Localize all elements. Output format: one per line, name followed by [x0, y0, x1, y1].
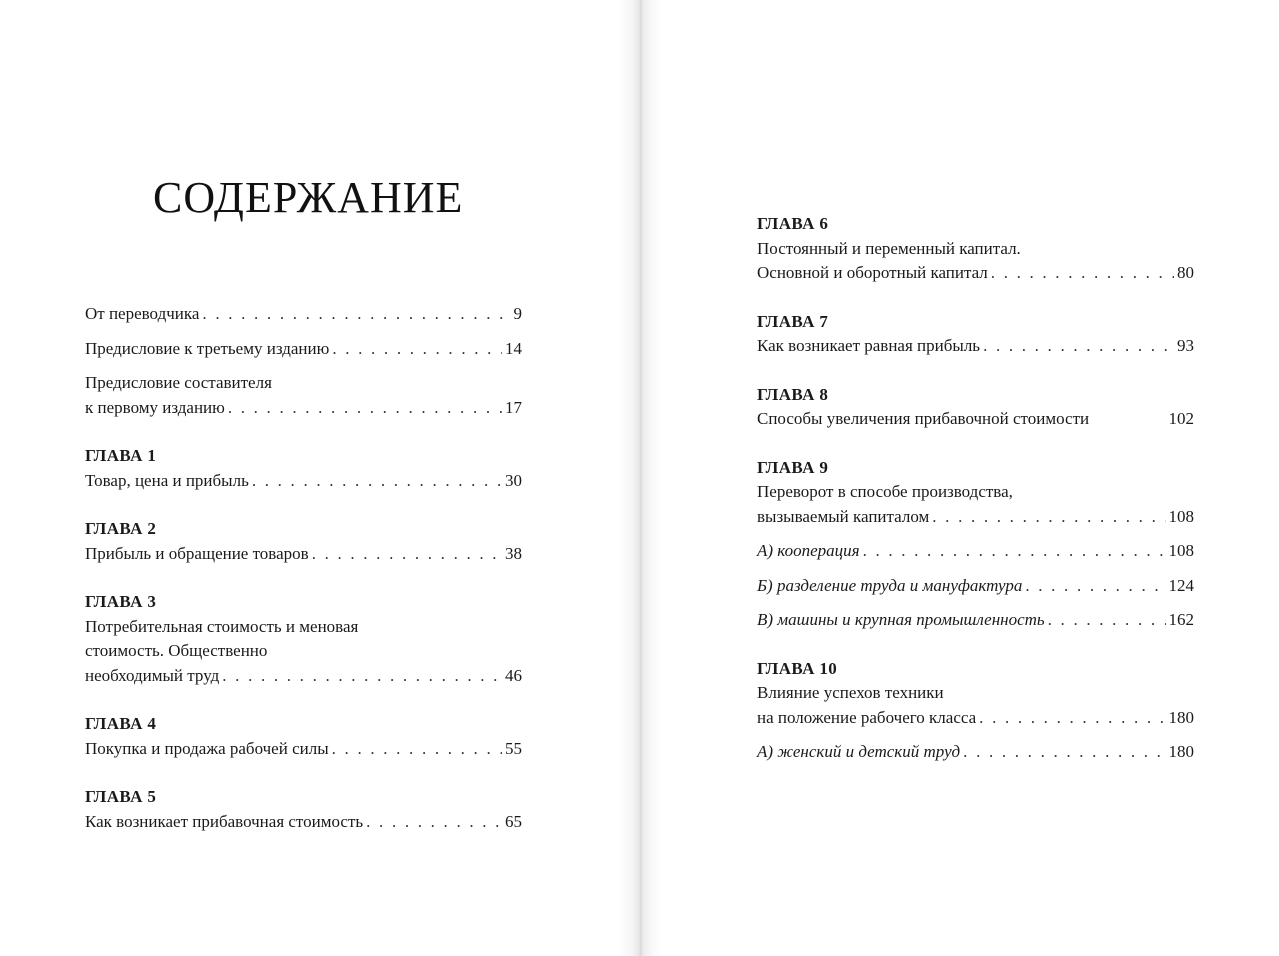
page-number: 80 [1177, 263, 1194, 282]
toc-chapter [85, 444, 522, 493]
toc-chapter [757, 212, 1194, 286]
entry-text: Основной и оборотный капитал [757, 263, 988, 282]
chapter-label: ГЛАВА 10 [757, 658, 838, 678]
toc-chapter [757, 456, 1194, 530]
entry-line [757, 574, 1194, 599]
page-number: 162 [1168, 610, 1194, 629]
toc-left-column [85, 302, 522, 844]
toc-entry [85, 337, 522, 362]
toc-chapter [757, 657, 1194, 731]
entry-line [757, 261, 1194, 286]
entry-text: А) женский и детский труд [757, 742, 961, 761]
toc-right-column [757, 212, 1194, 775]
page-number: 38 [505, 543, 522, 563]
entry-text: к первому изданию [85, 397, 225, 417]
entry-text: на положение рабочего класса [757, 707, 977, 727]
dot-leader [963, 740, 1165, 765]
entry-text: Постоянный и переменный капитал. [757, 238, 1021, 258]
entry-text: Товар, цена и прибыль [85, 470, 249, 490]
page-number: 46 [505, 665, 522, 685]
dot-leader [1048, 608, 1166, 633]
entry-line [757, 407, 1194, 432]
entry-line [757, 539, 1194, 564]
dot-leader [332, 737, 502, 762]
entry-text: Как возникает равная прибыль [757, 336, 981, 355]
right-page [640, 0, 1279, 956]
entry-text: Как возникает прибавочная стоимость [85, 811, 364, 831]
entry-line [757, 608, 1194, 633]
chapter-label: ГЛАВА 4 [85, 714, 157, 733]
page-number: 17 [505, 397, 522, 417]
dot-leader [991, 261, 1174, 286]
chapter-label: ГЛАВА 7 [757, 311, 829, 331]
page-number: 180 [1168, 707, 1194, 727]
dot-leader [366, 810, 502, 835]
entry-text: Потребительная стоимость и меновая [85, 616, 359, 636]
toc-chapter [757, 310, 1194, 359]
dot-leader [228, 396, 502, 421]
entry-line [85, 664, 522, 689]
chapter-label: ГЛАВА 6 [757, 214, 829, 233]
toc-chapter [85, 785, 522, 834]
entry-line [85, 737, 522, 762]
dot-leader [863, 539, 1166, 564]
toc-entry [85, 371, 522, 420]
entry-text: От переводчика [85, 304, 200, 323]
entry-line [85, 810, 522, 835]
entry-text: А) кооперация [757, 541, 860, 560]
toc-subentry [757, 740, 1194, 765]
chapter-label: ГЛАВА 9 [757, 457, 829, 477]
page-number: 65 [505, 811, 522, 831]
dot-leader [222, 664, 502, 689]
entry-text: Влияние успехов техники [757, 683, 944, 702]
page-number: 93 [1177, 336, 1194, 355]
dot-leader [1025, 574, 1165, 599]
chapter-label: ГЛАВА 1 [85, 446, 157, 465]
entry-text: Покупка и продажа рабочей силы [85, 738, 329, 758]
chapter-label: ГЛАВА 2 [85, 519, 157, 538]
page-number: 108 [1168, 506, 1194, 526]
entry-text: вызываемый капиталом [757, 506, 930, 526]
entry-text: Способы увеличения прибавочной стоимости [757, 409, 1090, 428]
toc-subentry [757, 608, 1194, 633]
dot-leader [252, 469, 502, 494]
dot-leader [979, 706, 1165, 731]
chapter-label: ГЛАВА 3 [85, 592, 157, 611]
page-number: 124 [1168, 575, 1194, 595]
entry-line [85, 542, 522, 567]
entry-line [757, 505, 1194, 530]
entry-text: Переворот в способе производства, [757, 482, 1013, 501]
toc-subentry [757, 539, 1194, 564]
toc-chapter [85, 517, 522, 566]
chapter-label: ГЛАВА 5 [85, 787, 157, 806]
entry-line [85, 396, 522, 421]
page-number: 108 [1168, 541, 1194, 560]
page-title: СОДЕРЖАНИЕ [153, 173, 464, 222]
page-number: 102 [1168, 409, 1194, 428]
entry-text: необходимый труд [85, 665, 220, 685]
page-number: 30 [505, 470, 522, 490]
entry-text: стоимость. Общественно [85, 641, 268, 660]
entry-text: Предисловие к третьему изданию [85, 338, 330, 358]
entry-line [757, 334, 1194, 359]
page-number: 55 [505, 738, 522, 758]
dot-leader [202, 302, 510, 327]
entry-text: Б) разделение труда и мануфактура [757, 575, 1023, 595]
toc-chapter [85, 712, 522, 761]
entry-text: Предисловие составителя [85, 373, 272, 392]
page-number: 14 [505, 338, 522, 358]
entry-line [757, 706, 1194, 731]
page-number: 180 [1168, 742, 1194, 761]
entry-text: Прибыль и обращение товаров [85, 543, 309, 563]
dot-leader [312, 542, 502, 567]
entry-line [757, 740, 1194, 765]
dot-leader [332, 337, 502, 362]
entry-line [85, 337, 522, 362]
dot-leader [983, 334, 1174, 359]
toc-chapter [85, 590, 522, 688]
page-number: 9 [513, 304, 522, 323]
chapter-label: ГЛАВА 8 [757, 384, 829, 404]
entry-line [85, 302, 522, 327]
entry-text: В) машины и крупная промышленность [757, 610, 1045, 629]
toc-chapter [757, 383, 1194, 432]
toc-subentry [757, 574, 1194, 599]
toc-entry [85, 302, 522, 327]
entry-line [85, 469, 522, 494]
dot-leader [932, 505, 1165, 530]
